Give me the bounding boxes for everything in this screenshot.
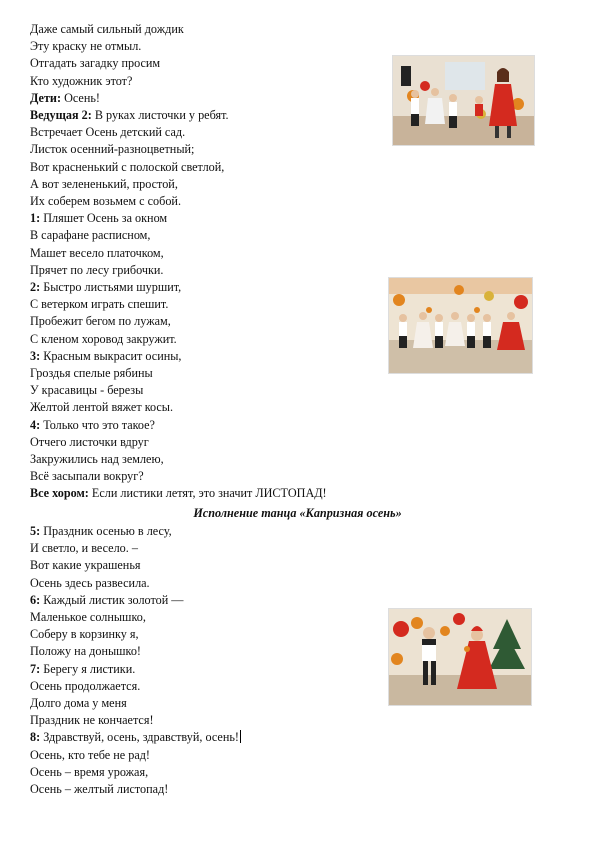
poem-line xyxy=(30,124,430,141)
line-text: Всё засыпали вокруг? xyxy=(30,469,144,484)
poem-line xyxy=(30,210,430,227)
line-text: Здравствуй, осень, здравствуй, осень! xyxy=(40,730,239,745)
poem-line xyxy=(30,712,430,729)
line-text: В сарафане расписном, xyxy=(30,228,151,243)
line-text: Долго дома у меня xyxy=(30,696,127,711)
line-text: Берегу я листики. xyxy=(40,661,136,676)
poem-line xyxy=(30,21,430,38)
poem-line xyxy=(30,159,430,176)
poem-line xyxy=(30,781,430,798)
line-text: Маленькое солнышко, xyxy=(30,610,146,625)
line-text: Только что это такое? xyxy=(40,417,155,432)
poem-line xyxy=(30,348,430,365)
line-text: Осень – желтый листопад! xyxy=(30,782,169,797)
line-text: Отгадать загадку просим xyxy=(30,56,161,71)
line-text: Красным выкрасит осины, xyxy=(40,348,182,363)
line-text: С кленом хоровод закружит. xyxy=(30,331,177,346)
speaker-label: Все хором: xyxy=(30,486,89,501)
poem-line xyxy=(30,399,430,416)
line-text: У красавицы - березы xyxy=(30,383,144,398)
poem-line xyxy=(30,764,430,781)
poem-line xyxy=(30,468,430,485)
line-text: Отчего листочки вдруг xyxy=(30,434,149,449)
poem-line xyxy=(30,331,430,348)
speaker-label: 8: xyxy=(30,730,41,745)
poem-block-2 xyxy=(30,523,430,798)
poem-line xyxy=(30,747,430,764)
poem-line xyxy=(30,678,430,695)
poem-line xyxy=(30,176,430,193)
line-text: Каждый листик золотой — xyxy=(40,592,184,607)
poem-line xyxy=(30,609,430,626)
line-text: А вот зелененький, простой, xyxy=(30,176,178,191)
poem-line xyxy=(30,695,430,712)
poem-line xyxy=(30,227,430,244)
line-text: Желтой лентой вяжет косы. xyxy=(30,400,174,415)
poem-line xyxy=(30,55,430,72)
line-text: Вот какие украшенья xyxy=(30,558,141,573)
poem-line xyxy=(30,73,430,90)
line-text: Осень, кто тебе не рад! xyxy=(30,747,150,762)
line-text: Закружились над землею, xyxy=(30,452,164,467)
line-text: Осень продолжается. xyxy=(30,678,141,693)
line-text: Эту краску не отмыл. xyxy=(30,39,142,54)
line-text: Их соберем возьмем с собой. xyxy=(30,194,181,209)
speaker-label: 6: xyxy=(30,592,41,607)
poem-line xyxy=(30,107,430,124)
line-text: Осень! xyxy=(61,90,100,105)
line-text: В руках листочки у ребят. xyxy=(91,108,229,123)
poem-line xyxy=(30,365,430,382)
poem-line xyxy=(30,540,430,557)
line-text: Вот красненький с полоской светлой, xyxy=(30,159,225,174)
dance-title: Исполнение танца «Капризная осень» xyxy=(193,506,402,520)
speaker-label: Ведущая 2: xyxy=(30,108,92,123)
poem-line xyxy=(30,296,430,313)
line-text: Быстро листьями шуршит, xyxy=(40,280,182,295)
speaker-label: 7: xyxy=(30,661,41,676)
poem-line xyxy=(30,451,430,468)
photo-presenter-with-children xyxy=(392,55,535,146)
line-text: Прячет по лесу грибочки. xyxy=(30,262,164,277)
line-text: Осень здесь развесила. xyxy=(30,575,150,590)
poem-line xyxy=(30,245,430,262)
text-cursor xyxy=(240,730,241,743)
line-text: И светло, и весело. – xyxy=(30,541,138,556)
speaker-label: 3: xyxy=(30,348,41,363)
poem-line xyxy=(30,557,430,574)
line-text: Праздник не кончается! xyxy=(30,713,154,728)
speaker-label: 5: xyxy=(30,524,41,538)
poem-line xyxy=(30,313,430,330)
poem-line xyxy=(30,193,430,210)
line-text: Если листики летят, это значит ЛИСТОПАД! xyxy=(88,486,327,501)
line-text: Листок осенний-разноцветный; xyxy=(30,142,195,157)
poem-line xyxy=(30,575,430,592)
poem-line xyxy=(30,279,430,296)
photo-pair-dancing xyxy=(388,608,532,706)
speaker-label: 1: xyxy=(30,211,41,226)
line-text: Встречает Осень детский сад. xyxy=(30,125,186,140)
poem-line xyxy=(30,141,430,158)
poem-line xyxy=(30,523,430,540)
poem-line xyxy=(30,661,430,678)
speaker-label: Дети: xyxy=(30,90,62,105)
poem-line xyxy=(30,592,430,609)
line-text: Машет весело платочком, xyxy=(30,245,164,260)
line-text: Пробежит бегом по лужам, xyxy=(30,314,171,329)
line-text: Пляшет Осень за окном xyxy=(40,211,168,226)
poem-line xyxy=(30,262,430,279)
poem-line xyxy=(30,90,430,107)
poem-line xyxy=(30,729,430,746)
line-text: Гроздья спелые рябины xyxy=(30,366,153,381)
poem-line xyxy=(30,626,430,643)
poem-line xyxy=(30,382,430,399)
poem-block-1 xyxy=(30,21,430,503)
poem-line xyxy=(30,485,430,502)
speaker-label: 4: xyxy=(30,417,41,432)
line-text: Праздник осенью в лесу, xyxy=(40,524,172,538)
poem-line xyxy=(30,38,430,55)
speaker-label: 2: xyxy=(30,280,41,295)
poem-line xyxy=(30,417,430,434)
poem-line xyxy=(30,434,430,451)
photo-children-dancing xyxy=(388,277,533,374)
line-text: Кто художник этот? xyxy=(30,73,133,88)
line-text: Соберу в корзинку я, xyxy=(30,627,139,642)
poem-line xyxy=(30,643,430,660)
line-text: Осень – время урожая, xyxy=(30,764,149,779)
line-text: С ветерком играть спешит. xyxy=(30,297,169,312)
line-text: Даже самый сильный дождик xyxy=(30,22,184,36)
line-text: Положу на донышко! xyxy=(30,644,141,659)
